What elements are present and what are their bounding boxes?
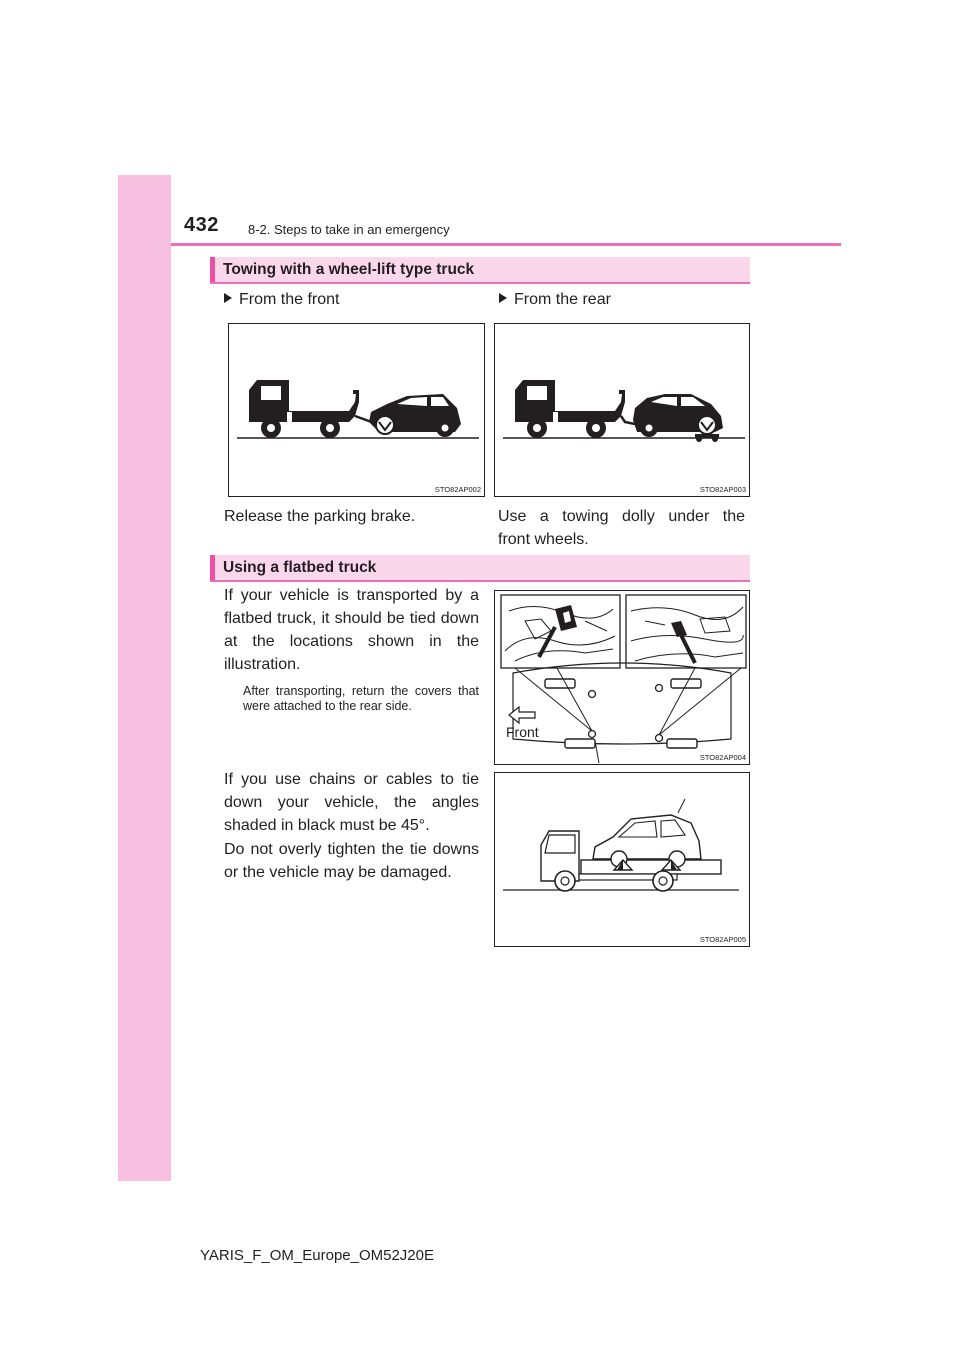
caption-release-brake: Release the parking brake. xyxy=(224,508,416,525)
flatbed-truck-illustration xyxy=(495,773,751,948)
figure-code: STO82AP003 xyxy=(699,485,746,494)
figure-tow-front xyxy=(228,323,485,497)
heading-accent-bar xyxy=(210,555,215,580)
front-label: Front xyxy=(506,724,539,740)
section-heading-text: Towing with a wheel-lift type truck xyxy=(223,261,475,278)
figure-flatbed-truck xyxy=(494,772,750,947)
triangle-bullet-icon xyxy=(499,293,507,303)
caption-towing-dolly-line1: Use a towing dolly under the xyxy=(498,508,745,525)
paragraph-do-not-overtighten: Do not overly tighten the tie downs or the vehicle may be damaged. xyxy=(224,841,479,881)
paragraph-flatbed-tie-down: If your vehicle is transported by a flatbed truck, it should be tied down at the locations shown in the illustration. xyxy=(224,587,479,673)
section-heading-wheel-lift xyxy=(210,257,750,284)
section-heading-flatbed xyxy=(210,555,750,582)
figure-code: STO82AP004 xyxy=(699,753,746,762)
header-rule xyxy=(171,243,841,246)
figure-tow-rear xyxy=(494,323,750,497)
subheading-from-front-label: From the front xyxy=(239,291,340,308)
note-return-covers: After transporting, return the covers that were attached to the rear side. xyxy=(243,684,479,713)
heading-accent-bar xyxy=(210,257,215,282)
caption-towing-dolly-line2: front wheels. xyxy=(498,531,589,548)
subheading-from-front xyxy=(224,291,339,309)
tow-truck-rear-illustration xyxy=(495,324,751,498)
subheading-from-rear xyxy=(499,291,611,309)
subheading-from-rear-label: From the rear xyxy=(514,291,611,308)
footer-model-code: YARIS_F_OM_Europe_OM52J20E xyxy=(200,1247,435,1264)
sidebar-tab xyxy=(118,175,171,1181)
page-number: 432 xyxy=(184,214,219,236)
paragraph-chain-angle: If you use chains or cables to tie down your vehicle, the angles shaded in black must be 45°. xyxy=(224,771,479,834)
chapter-title: 8-2. Steps to take in an emergency xyxy=(248,222,450,237)
figure-tie-down-locations xyxy=(494,590,750,765)
figure-code: STO82AP005 xyxy=(699,935,746,944)
section-heading-text: Using a flatbed truck xyxy=(223,559,377,576)
figure-code: STO82AP002 xyxy=(434,485,481,494)
triangle-bullet-icon xyxy=(224,293,232,303)
tow-truck-front-illustration xyxy=(229,324,486,498)
